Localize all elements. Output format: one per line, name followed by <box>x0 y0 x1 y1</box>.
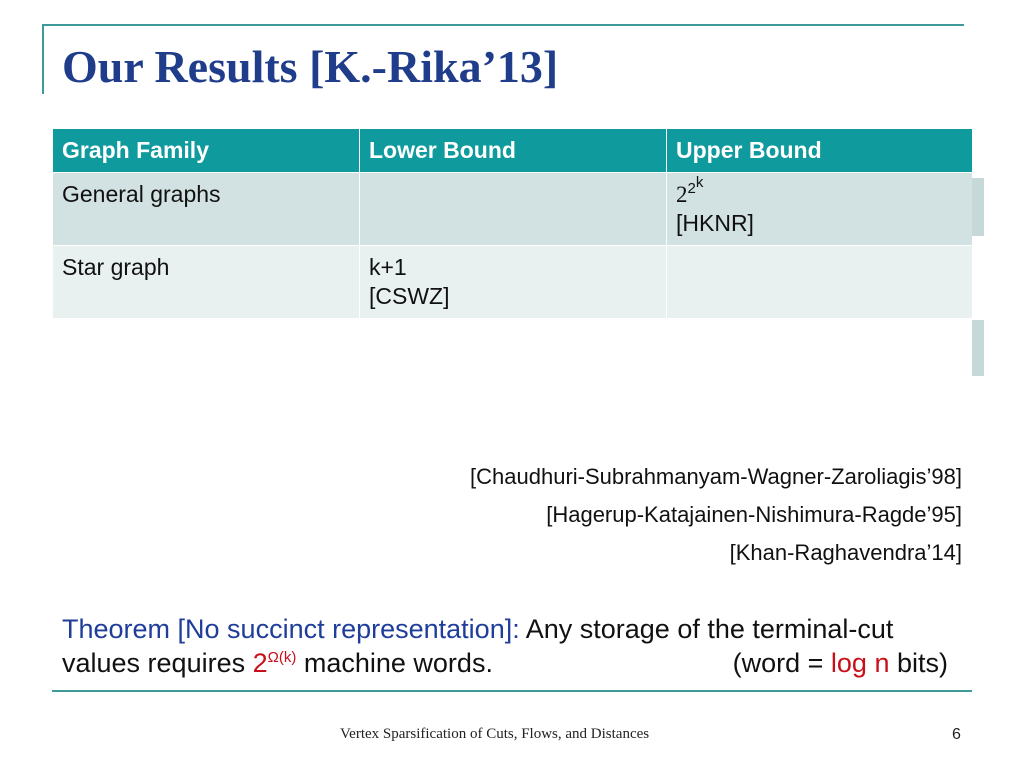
reference-item: [Hagerup-Katajainen-Nishimura-Ragde’95] <box>546 502 962 527</box>
bottom-rule <box>52 690 972 692</box>
cell-lower-bound <box>360 173 667 246</box>
page-number: 6 <box>952 726 961 743</box>
frame-left-line <box>42 24 44 94</box>
slide-footer: Vertex Sparsification of Cuts, Flows, and Distances <box>340 726 650 742</box>
side-tab-decoration <box>972 320 984 376</box>
cell-upper-bound <box>667 246 973 319</box>
formula-exponent <box>687 174 704 198</box>
table-header-row <box>53 129 973 173</box>
theorem-text: machine words. <box>296 648 493 678</box>
header-upper-bound: Upper Bound <box>667 129 973 173</box>
lower-bound-value: k+1 <box>369 254 407 280</box>
results-table <box>52 128 973 319</box>
header-graph-family: Graph Family <box>53 129 360 173</box>
slide-title: Our Results [K.-Rika’13] <box>62 41 559 92</box>
cell-family: Star graph <box>53 246 360 319</box>
lower-bound-reference: [CSWZ] <box>369 283 450 309</box>
theorem-text: values requires <box>62 648 253 678</box>
theorem-text: Any storage of the terminal-cut <box>519 614 894 644</box>
cell-lower-bound <box>360 246 667 319</box>
reference-item: [Khan-Raghavendra’14] <box>729 540 962 565</box>
theorem-statement <box>62 612 952 680</box>
upper-bound-formula <box>676 174 963 209</box>
reference-list <box>470 458 962 572</box>
table-row-general-graphs <box>53 173 973 246</box>
note-close: bits) <box>889 648 948 678</box>
formula-exponent-k: k <box>695 174 704 192</box>
bound-base: 2 <box>252 648 268 678</box>
upper-bound-reference: [HKNR] <box>676 210 754 236</box>
header-lower-bound: Lower Bound <box>360 129 667 173</box>
word-size-note <box>733 646 948 680</box>
theorem-label: Theorem [No succinct representation]: <box>62 614 520 644</box>
formula-base: 2 <box>676 182 688 207</box>
formula-exponent-base: 2 <box>687 180 696 198</box>
table-row-star-graph <box>53 246 973 319</box>
theorem-line-1 <box>62 612 952 646</box>
note-open: (word = <box>732 648 831 678</box>
cell-upper-bound <box>667 173 973 246</box>
frame-top-line <box>42 24 964 26</box>
side-tab-decoration <box>972 178 984 236</box>
theorem-bound <box>253 648 297 678</box>
bound-exponent: Ω(k) <box>267 649 297 666</box>
note-highlight: log n <box>830 648 890 678</box>
cell-family: General graphs <box>53 173 360 246</box>
reference-item: [Chaudhuri-Subrahmanyam-Wagner-Zaroliagis’98] <box>470 464 962 489</box>
